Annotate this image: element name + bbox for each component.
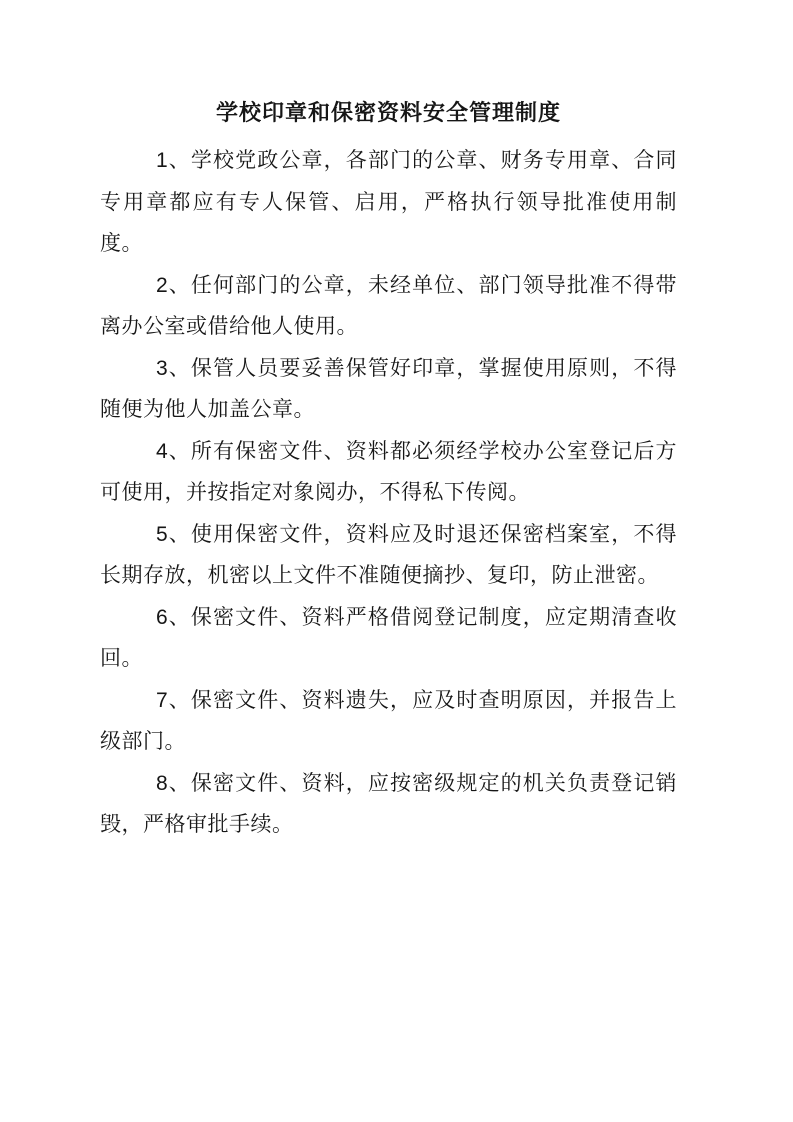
policy-paragraph-8: 8、保密文件、资料，应按密级规定的机关负责登记销毁，严格审批手续。: [100, 771, 677, 836]
policy-paragraph-6: 6、保密文件、资料严格借阅登记制度，应定期清查收回。: [100, 605, 677, 670]
policy-paragraph-2: 2、任何部门的公章，未经单位、部门领导批准不得带离办公室或借给他人使用。: [100, 273, 677, 338]
policy-paragraph-1: 1、学校党政公章，各部门的公章、财务专用章、合同专用章都应有专人保管、启用，严格执行领导批准使用制度。: [100, 149, 677, 255]
policy-paragraph-3: 3、保管人员要妥善保管好印章，掌握使用原则，不得随便为他人加盖公章。: [100, 356, 677, 421]
page-title: 学校印章和保密资料安全管理制度: [215, 100, 561, 125]
policy-paragraph-5: 5、使用保密文件，资料应及时退还保密档案室，不得长期存放，机密以上文件不准随便摘抄、复印，防止泄密。: [100, 522, 677, 587]
policy-paragraph-4: 4、所有保密文件、资料都必须经学校办公室登记后方可使用，并按指定对象阅办，不得私下传阅。: [100, 439, 677, 504]
policy-paragraph-7: 7、保密文件、资料遗失，应及时查明原因，并报告上级部门。: [100, 688, 677, 753]
